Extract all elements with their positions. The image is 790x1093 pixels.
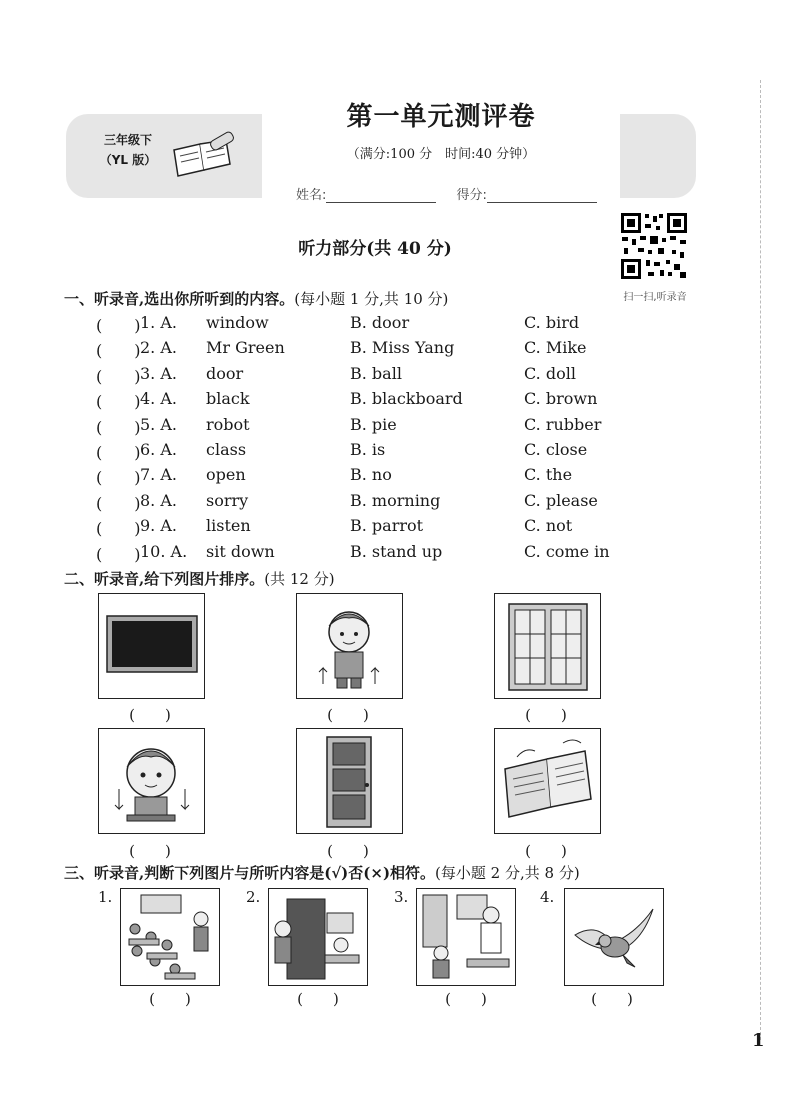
question-row bbox=[96, 389, 696, 413]
picture-classroom bbox=[120, 888, 220, 986]
section2-title bbox=[64, 568, 335, 589]
question-number: 5. A. bbox=[140, 414, 177, 434]
score-field[interactable] bbox=[487, 190, 597, 203]
answer-paren[interactable]: ( ) bbox=[96, 316, 141, 335]
question-number: 9. A. bbox=[140, 516, 177, 536]
picture-blackboard bbox=[98, 593, 205, 699]
option-b[interactable]: B. stand up bbox=[350, 541, 443, 561]
question-number: 10. A. bbox=[140, 541, 188, 561]
answer-blank[interactable]: ( ) bbox=[129, 706, 171, 724]
option-a[interactable]: class bbox=[206, 440, 247, 459]
question-number: 8. A. bbox=[140, 490, 177, 510]
section2-title-text: 二、听录音,给下列图片排序。 bbox=[64, 570, 265, 588]
option-b[interactable]: B. morning bbox=[350, 490, 441, 510]
option-c[interactable]: C. brown bbox=[524, 389, 598, 409]
option-a[interactable]: door bbox=[206, 363, 244, 383]
option-a[interactable]: Mr Green bbox=[206, 338, 285, 358]
question-row bbox=[96, 440, 696, 464]
section3-note: (每小题 2 分,共 8 分) bbox=[435, 864, 580, 882]
question-number: 1. A. bbox=[140, 313, 177, 332]
item-number: 2. bbox=[246, 888, 261, 906]
option-c[interactable]: C. please bbox=[524, 490, 598, 510]
question-row bbox=[96, 516, 696, 540]
picture-window bbox=[494, 593, 601, 699]
open-book-icon bbox=[495, 729, 600, 833]
picture-parrot bbox=[564, 888, 664, 986]
answer-blank[interactable]: ( ) bbox=[327, 706, 369, 724]
teacher-student-icon bbox=[417, 889, 515, 985]
picture-open-book bbox=[494, 728, 601, 834]
answer-paren[interactable]: ( ) bbox=[96, 392, 141, 412]
question-row bbox=[96, 465, 696, 489]
option-b[interactable]: B. door bbox=[350, 313, 410, 332]
window-icon bbox=[495, 594, 600, 698]
answer-paren[interactable]: ( ) bbox=[96, 519, 141, 539]
question-number: 6. A. bbox=[140, 440, 177, 459]
option-a[interactable]: sit down bbox=[206, 541, 275, 561]
question-number: 3. A. bbox=[140, 363, 177, 383]
answer-paren[interactable]: ( ) bbox=[96, 443, 141, 462]
question-row bbox=[96, 491, 696, 515]
book-pencil-icon bbox=[170, 130, 240, 178]
option-b[interactable]: B. ball bbox=[350, 363, 402, 383]
option-a[interactable]: listen bbox=[206, 516, 251, 536]
edition-text: （YL 版） bbox=[99, 153, 157, 167]
score-label: 得分: bbox=[456, 188, 487, 203]
picture-teacher-student bbox=[416, 888, 516, 986]
page-number: 1 bbox=[752, 1030, 765, 1051]
answer-paren[interactable]: ( ) bbox=[96, 468, 141, 488]
question-number: 2. A. bbox=[140, 338, 177, 358]
answer-paren[interactable]: ( ) bbox=[96, 417, 141, 437]
option-b[interactable]: B. is bbox=[350, 440, 386, 459]
section1-note: (每小题 1 分,共 10 分) bbox=[294, 290, 449, 308]
answer-paren[interactable]: ( ) bbox=[96, 366, 141, 386]
option-c[interactable]: C. close bbox=[524, 440, 588, 459]
item-number: 3. bbox=[394, 888, 409, 906]
listening-part-title: 听力部分(共 40 分) bbox=[298, 239, 452, 259]
page-title: 第一单元测评卷 bbox=[346, 102, 536, 132]
question-row bbox=[96, 338, 696, 362]
answer-blank[interactable]: ( ) bbox=[297, 990, 339, 1008]
option-c[interactable]: C. rubber bbox=[524, 414, 602, 434]
name-field[interactable] bbox=[326, 190, 436, 203]
option-c[interactable]: C. the bbox=[524, 465, 573, 485]
question-row bbox=[96, 415, 696, 439]
option-a[interactable]: window bbox=[206, 313, 269, 332]
question-row bbox=[96, 542, 696, 566]
option-c[interactable]: C. bird bbox=[524, 313, 580, 332]
qr-code-icon[interactable] bbox=[620, 212, 688, 280]
classroom-scene-icon bbox=[121, 889, 219, 985]
name-label: 姓名: bbox=[296, 188, 327, 203]
section2-note: (共 12 分) bbox=[264, 570, 335, 588]
section1-title bbox=[64, 288, 448, 309]
name-score-bar bbox=[296, 184, 613, 203]
section1-title-text: 一、听录音,选出你所听到的内容。 bbox=[64, 290, 295, 308]
boy-at-door-icon bbox=[269, 889, 367, 985]
answer-blank[interactable]: ( ) bbox=[149, 990, 191, 1008]
exam-info: （满分:100 分 时间:40 分钟） bbox=[346, 147, 536, 162]
picture-boy-stand-up bbox=[296, 593, 403, 699]
answer-blank[interactable]: ( ) bbox=[129, 842, 171, 860]
option-a[interactable]: black bbox=[206, 389, 250, 409]
picture-door bbox=[296, 728, 403, 834]
question-row bbox=[96, 364, 696, 388]
option-c[interactable]: C. come in bbox=[524, 541, 610, 561]
question-number: 7. A. bbox=[140, 465, 177, 485]
answer-blank[interactable]: ( ) bbox=[445, 990, 487, 1008]
grade-label bbox=[82, 130, 174, 182]
section3-title-text: 三、听录音,判断下列图片与所听内容是(√)否(×)相符。 bbox=[64, 864, 436, 882]
question-row bbox=[96, 313, 696, 337]
answer-paren[interactable]: ( ) bbox=[96, 341, 141, 361]
option-b[interactable]: B. Miss Yang bbox=[350, 338, 455, 358]
option-c[interactable]: C. not bbox=[524, 516, 573, 536]
section3-title bbox=[64, 862, 580, 883]
item-number: 1. bbox=[98, 888, 113, 906]
answer-blank[interactable]: ( ) bbox=[327, 842, 369, 860]
option-a[interactable]: open bbox=[206, 465, 246, 485]
answer-blank[interactable]: ( ) bbox=[525, 842, 567, 860]
item-number: 4. bbox=[540, 888, 555, 906]
answer-blank[interactable]: ( ) bbox=[525, 706, 567, 724]
page-edge-dashes bbox=[760, 80, 761, 1040]
grade-text: 三年级下 bbox=[103, 133, 152, 147]
option-b[interactable]: B. parrot bbox=[350, 516, 424, 536]
option-a[interactable]: sorry bbox=[206, 490, 249, 510]
question-number: 4. A. bbox=[140, 389, 177, 409]
option-a[interactable]: robot bbox=[206, 414, 250, 434]
option-b[interactable]: B. no bbox=[350, 465, 392, 485]
parrot-icon bbox=[565, 889, 663, 985]
option-b[interactable]: B. pie bbox=[350, 414, 397, 434]
option-b[interactable]: B. blackboard bbox=[350, 389, 463, 409]
qr-caption: 扫一扫,听录音 bbox=[623, 292, 687, 303]
picture-come-in bbox=[268, 888, 368, 986]
option-c[interactable]: C. Mike bbox=[524, 338, 587, 358]
answer-blank[interactable]: ( ) bbox=[591, 990, 633, 1008]
answer-paren[interactable]: ( ) bbox=[96, 544, 141, 564]
boy-standing-icon bbox=[297, 594, 402, 698]
blackboard-icon bbox=[99, 594, 204, 698]
door-icon bbox=[297, 729, 402, 833]
boy-sitting-icon bbox=[99, 729, 204, 833]
option-c[interactable]: C. doll bbox=[524, 363, 576, 383]
answer-paren[interactable]: ( ) bbox=[96, 493, 141, 513]
picture-boy-sit-down bbox=[98, 728, 205, 834]
